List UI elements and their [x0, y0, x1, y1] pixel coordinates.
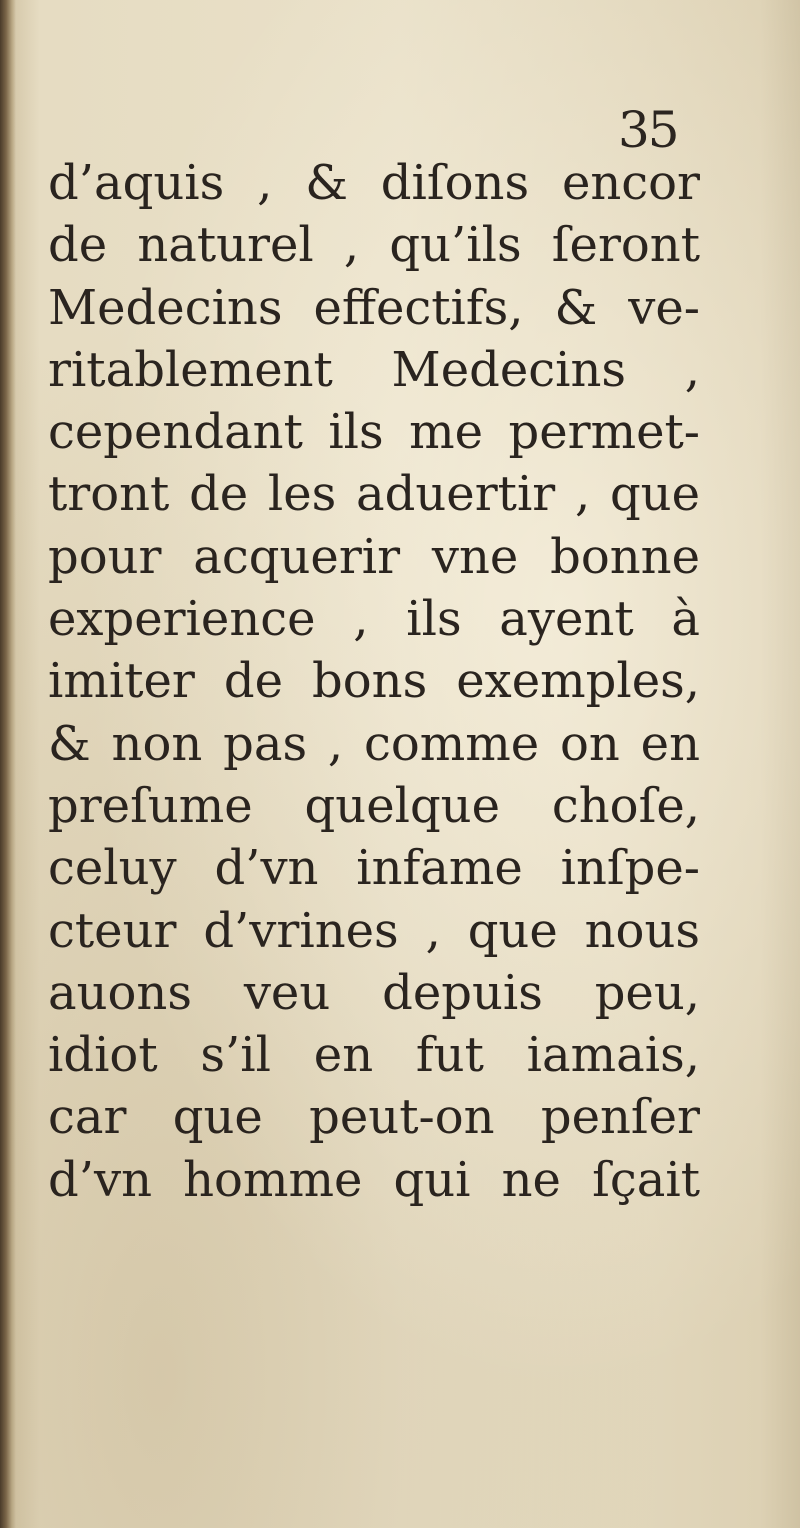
text-line: auons veu depuis peu,	[48, 964, 700, 1021]
text-line: pour acquerir vne bonne	[48, 528, 700, 585]
text-line: idiot s’il en fut iamais,	[48, 1027, 700, 1084]
text-line: car que peut-on penſer	[48, 1089, 700, 1146]
body-text	[48, 152, 700, 1211]
text-line: experience , ils ayent à	[48, 591, 700, 648]
binding-edge	[0, 0, 16, 1528]
text-line: tront de les aduertir , que	[48, 466, 700, 523]
text-line: celuy d’vn infame inſpe-	[48, 840, 700, 897]
text-line: Medecins effectifs, & ve-	[48, 279, 700, 336]
text-line: preſume quelque choſe,	[48, 777, 700, 834]
text-line: d’vn homme qui ne ſçait	[48, 1151, 700, 1208]
text-line: cteur d’vrines , que nous	[48, 902, 700, 959]
page-number: 35	[618, 101, 678, 159]
text-line: imiter de bons exemples,	[48, 653, 700, 710]
text-line: de naturel , qu’ils ſeront	[48, 217, 700, 274]
text-line: ritablement Medecins ,	[48, 341, 700, 398]
text-line: d’aquis , & diſons encor	[48, 155, 700, 211]
text-line: & non pas , comme on en	[48, 715, 700, 772]
show-through-texture	[60, 1385, 700, 1465]
text-line: cependant ils me permet-	[48, 404, 700, 461]
